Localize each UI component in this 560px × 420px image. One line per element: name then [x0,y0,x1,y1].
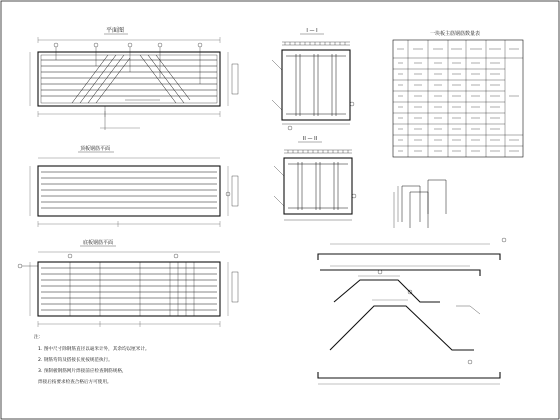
note-line-3: 3. 预制板钢筋网片焊接前应检查钢筋规格， [38,369,127,374]
plan-view-title: 平面图 [105,27,125,34]
note-line-1: 1. 图中尺寸除钢筋直径以毫米计外，其余均以厘米计。 [38,347,150,352]
sheet-border [1,1,559,419]
notes-heading: 注： [34,335,44,340]
rebar-table-title: 一块板主筋钢筋数量表 [429,31,481,37]
note-line-4: 焊接后按要求检查合格后方可使用。 [38,380,112,385]
note-line-2: 2. 钢筋弯钩及搭接长度按规范执行。 [38,358,113,363]
lower-rebar-plan-title: 底板钢筋平面 [82,240,114,246]
section-2-title: II — II [302,136,318,142]
upper-rebar-plan-title: 顶板钢筋平面 [79,146,111,152]
section-1-title: I — I [306,28,318,34]
